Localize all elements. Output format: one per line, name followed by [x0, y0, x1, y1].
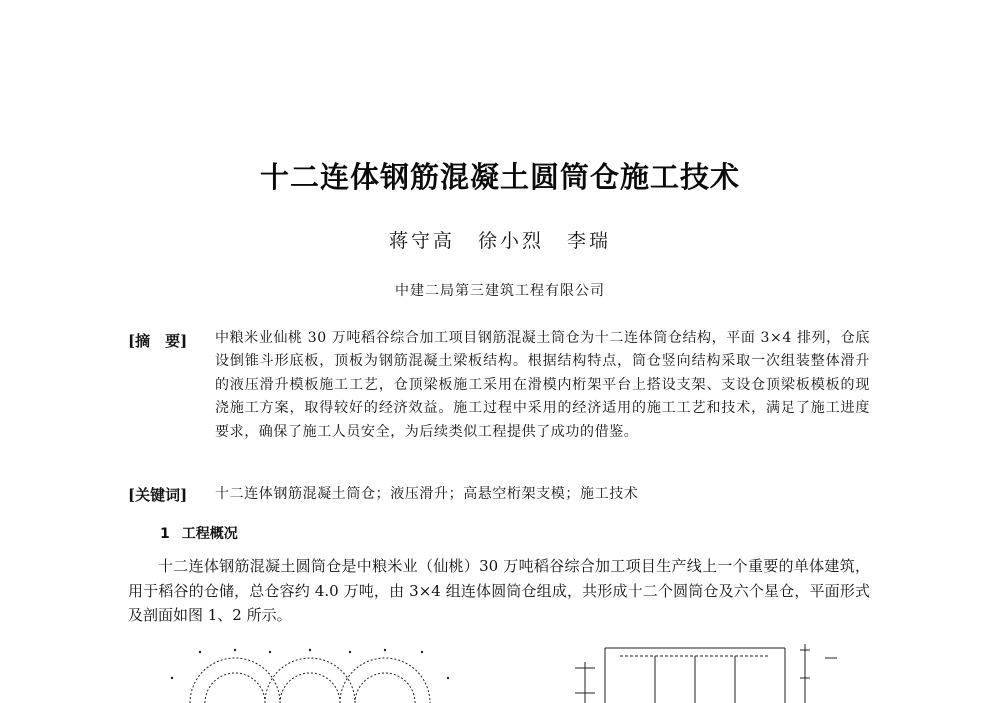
abstract-text: 中粮米业仙桃 30 万吨稻谷综合加工项目钢筋混凝土筒仓为十二连体筒仓结构，平面 3×4 排列，仓底设倒锥斗形底板，顶板为钢筋混凝土梁板结构。根据结构特点，筒仓竖向结构采取一次组装整体滑升的液压滑升模板施工工艺，仓顶梁板施工采用在滑模内桁架平台上搭设支架、支设仓顶梁板模板的现浇施工方案，取得较好的经济效益。施工过程中采用的经济适用的施工工艺和技术，满足了施工进度要求，确保了施工人员安全，为后续类似工程提供了成功的借鉴。: [215, 330, 870, 440]
drawing-dot: [234, 649, 236, 651]
drawing-dot: [269, 651, 271, 653]
silo-section-svg: [545, 638, 865, 703]
silo-arc: [265, 658, 355, 703]
drawing-dot: [199, 651, 201, 653]
drawing-dot: [384, 649, 386, 651]
paper-authors: 蒋守高 徐小烈 李瑞: [388, 230, 612, 252]
drawing-dot: [309, 649, 311, 651]
keywords-label: [关键词]: [128, 486, 188, 504]
section-paragraph: 十二连体钢筋混凝土圆筒仓是中粮米业（仙桃）30 万吨稻谷综合加工项目生产线上一个重要的单体建筑，用于稻谷的仓储，总仓容约 4.0 万吨，由 3×4 组连体圆筒仓组成，共形成十二个圆筒仓及六个星仓，平面形式及剖面如图 1、2 所示。: [128, 557, 870, 624]
drawing-dot: [421, 651, 423, 653]
section-number: 1: [160, 526, 170, 542]
section-title: 工程概况: [181, 526, 238, 542]
figure-2-section-drawing: [545, 638, 865, 703]
keywords-text: 十二连体钢筋混凝土筒仓；液压滑升；高悬空桁架支模；施工技术: [215, 486, 639, 502]
silo-arc: [205, 673, 265, 703]
silo-plan-svg: [160, 638, 460, 703]
figure-1-plan-drawing: [160, 638, 460, 703]
paper-affiliation: 中建二局第三建筑工程有限公司: [395, 283, 605, 299]
section-heading: [160, 523, 238, 543]
paper-title: 十二连体钢筋混凝土圆筒仓施工技术: [259, 160, 740, 194]
drawing-dot: [447, 677, 449, 679]
silo-arc: [190, 658, 280, 703]
abstract-label: [摘 要]: [128, 332, 188, 350]
drawing-dot: [349, 651, 351, 653]
drawing-dot: [171, 677, 173, 679]
silo-arc: [340, 658, 430, 703]
silo-arc: [355, 673, 415, 703]
silo-arc: [280, 673, 340, 703]
